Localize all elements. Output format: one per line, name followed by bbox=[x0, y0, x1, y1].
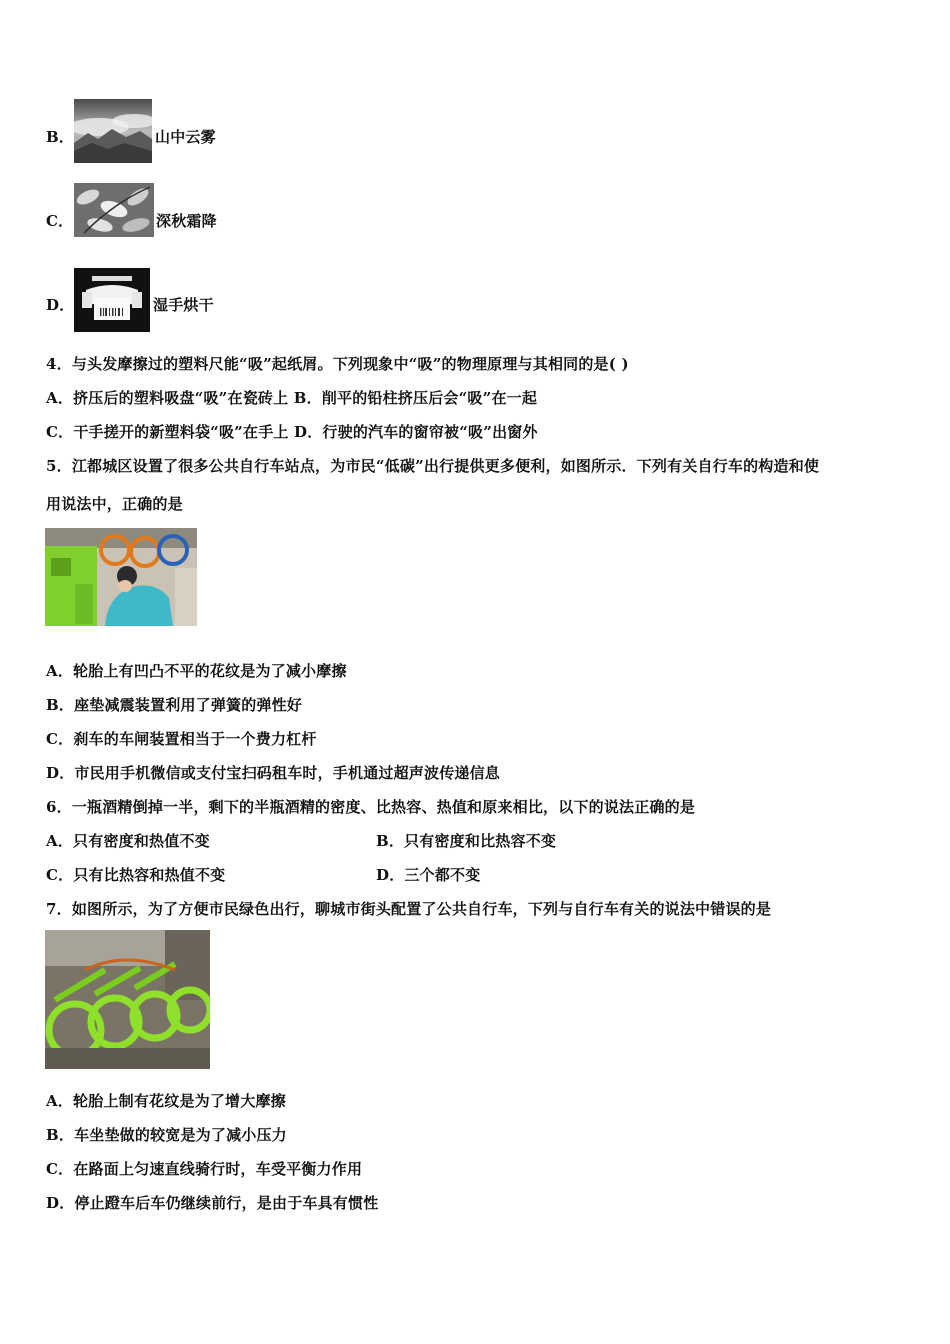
q7-option-d: D．停止蹬车后车仍继续前行，是由于车具有惯性 bbox=[46, 1194, 379, 1212]
q6-option-a: A．只有密度和热值不变 bbox=[46, 832, 210, 850]
green-bikes-photo bbox=[45, 930, 210, 1069]
frost-leaves-image bbox=[74, 183, 154, 237]
q5-option-d: D．市民用手机微信或支付宝扫码租车时，手机通过超声波传递信息 bbox=[46, 764, 501, 782]
q5-option-b: B．座垫减震装置利用了弹簧的弹性好 bbox=[46, 696, 303, 714]
q7-stem: 7．如图所示，为了方便市民绿色出行，聊城市街头配置了公共自行车，下列与自行车有关的说法中错误的是 bbox=[46, 900, 772, 918]
q5-stem-line-1: 5．江都城区设置了很多公共自行车站点，为市民“低碳”出行提供更多便利，如图所示．下列有关自行车的构造和使 bbox=[46, 457, 820, 475]
q4-options-row-2: C．干手搓开的新塑料袋“吸”在手上 D．行驶的汽车的窗帘被“吸”出窗外 bbox=[46, 423, 538, 441]
q3-option-b-caption: 山中云雾 bbox=[155, 128, 216, 146]
q6-option-d: D．三个都不变 bbox=[376, 866, 481, 884]
q5-option-c: C．刹车的车闸装置相当于一个费力杠杆 bbox=[46, 730, 317, 748]
q4-stem: 4．与头发摩擦过的塑料尺能“吸”起纸屑。下列现象中“吸”的物理原理与其相同的是( ) bbox=[46, 355, 629, 373]
q6-option-b: B．只有密度和比热容不变 bbox=[376, 832, 557, 850]
hand-dryer-image bbox=[74, 268, 150, 332]
q4-options-row-1: A．挤压后的塑料吸盘“吸”在瓷砖上 B．削平的铅柱挤压后会“吸”在一起 bbox=[46, 389, 538, 407]
q6-stem: 6．一瓶酒精倒掉一半，剩下的半瓶酒精的密度、比热容、热值和原来相比，以下的说法正确的是 bbox=[46, 798, 696, 816]
q5-option-a: A．轮胎上有凹凸不平的花纹是为了减小摩擦 bbox=[46, 662, 347, 680]
q3-option-c-caption: 深秋霜降 bbox=[156, 212, 217, 230]
q5-stem-line-2: 用说法中，正确的是 bbox=[46, 495, 183, 513]
q3-option-d-caption: 湿手烘干 bbox=[153, 296, 214, 314]
bike-station-photo bbox=[45, 528, 197, 626]
q3-option-b-letter: B． bbox=[46, 128, 75, 146]
q7-option-b: B．车坐垫做的较宽是为了减小压力 bbox=[46, 1126, 287, 1144]
q7-option-a: A．轮胎上制有花纹是为了增大摩擦 bbox=[46, 1092, 286, 1110]
q6-option-c: C．只有比热容和热值不变 bbox=[46, 866, 226, 884]
q3-option-c-letter: C． bbox=[46, 212, 74, 230]
q3-option-d-letter: D． bbox=[46, 296, 75, 314]
mountain-fog-image bbox=[74, 99, 152, 163]
q7-option-c: C．在路面上匀速直线骑行时，车受平衡力作用 bbox=[46, 1160, 363, 1178]
